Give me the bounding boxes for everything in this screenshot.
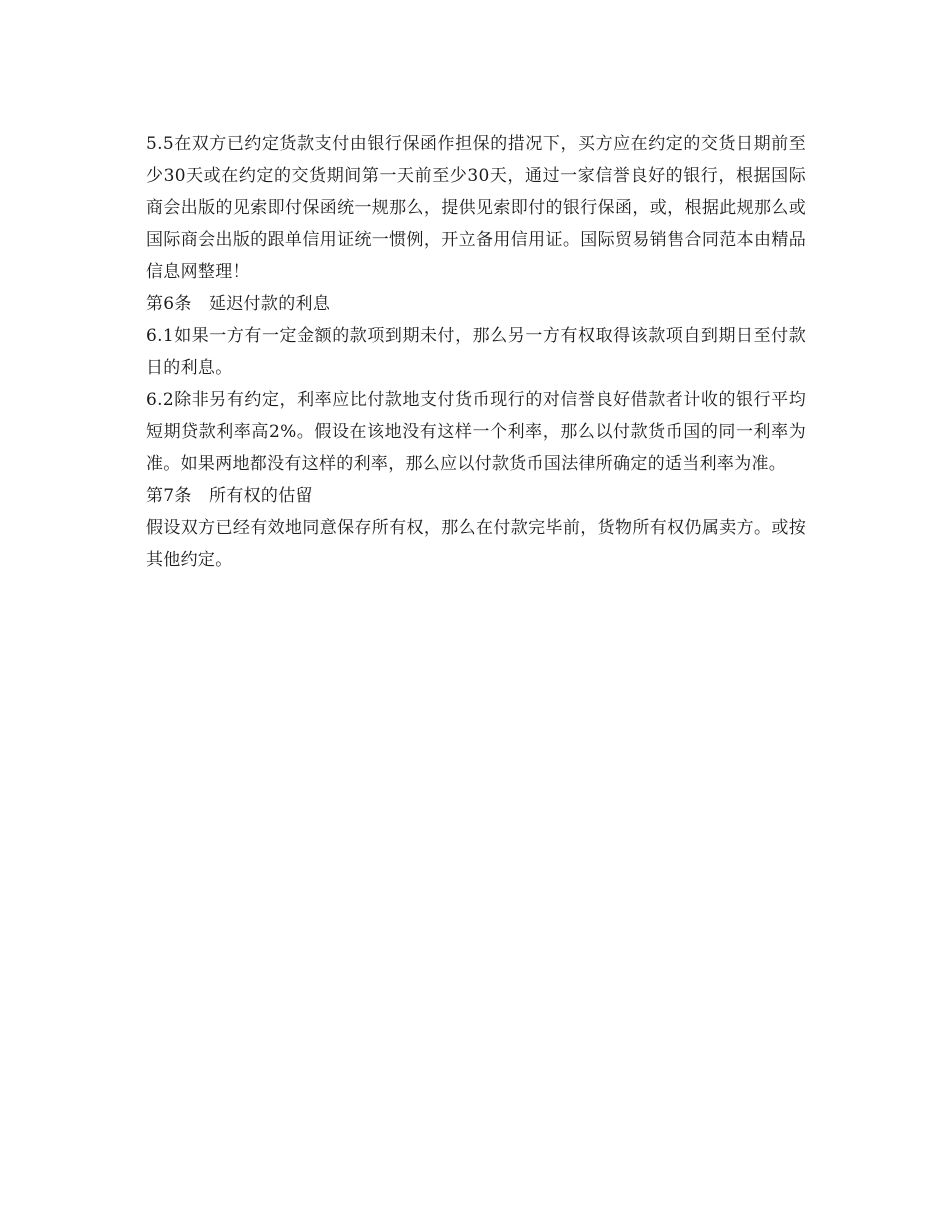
article-7-body: 假设双方已经有效地同意保存所有权，那么在付款完毕前，货物所有权仍属卖方。或按其他约定。 <box>146 518 806 570</box>
document-body <box>146 128 806 576</box>
clause-6-1: 6.1如果一方有一定金额的款项到期未付，那么另一方有权取得该款项自到期日至付款日的利息。 <box>146 326 806 378</box>
article-7-heading: 第7条 所有权的估留 <box>146 486 313 506</box>
clause-6-2: 6.2除非另有约定，利率应比付款地支付货币现行的对信誉良好借款者计收的银行平均短期贷款利率高2%。假设在该地没有这样一个利率，那么以付款货币国的同一利率为准。如果两地都没有这样的利率，那么应以付款货币国法律所确定的适当利率为准。 <box>146 390 806 474</box>
clause-5-5: 5.5在双方已约定货款支付由银行保函作担保的措况下，买方应在约定的交货日期前至少30天或在约定的交货期间第一天前至少30天，通过一家信誉良好的银行，根据国际商会出版的见索即付保函统一规那么，提供见索即付的银行保函，或，根据此规那么或国际商会出版的跟单信用证统一惯例，开立备用信用证。国际贸易销售合同范本由精品信息网整理！ <box>146 134 806 282</box>
article-6-heading: 第6条 延迟付款的利息 <box>146 294 331 314</box>
